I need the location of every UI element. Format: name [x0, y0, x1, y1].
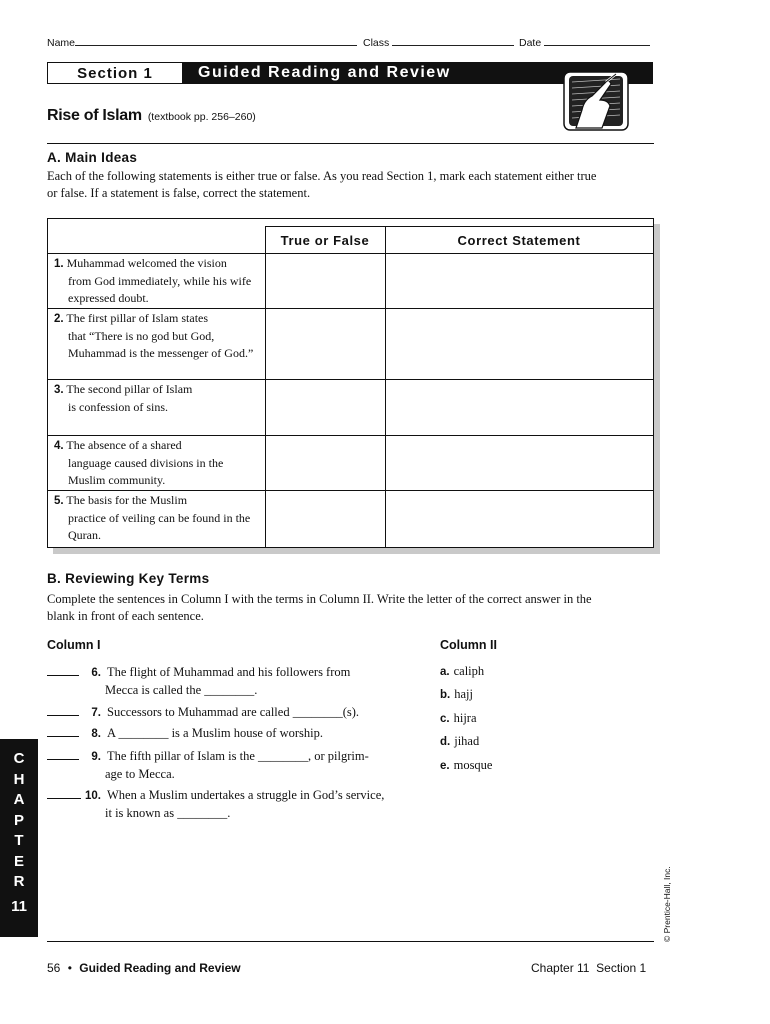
- chapter-tab-letter: R: [13, 873, 25, 890]
- statement-text-cont: that “There is no god but God, Muhammad is the messenger of God.”: [68, 329, 254, 360]
- answer-a: [440, 664, 484, 679]
- statement-text-cont: practice of veiling can be found in the Quran.: [68, 511, 251, 542]
- statement-text-cont: from God immediately, while his wife expressed doubt.: [68, 274, 252, 305]
- name-field[interactable]: [47, 36, 357, 49]
- chapter-tab-letter: C: [13, 750, 25, 767]
- answer-c: [440, 711, 477, 726]
- table-row-line: [48, 490, 653, 491]
- date-field[interactable]: [519, 36, 650, 49]
- item-text-cont: it is known as ________.: [105, 806, 231, 820]
- class-field[interactable]: [363, 36, 514, 49]
- lesson-title: [47, 107, 256, 125]
- answer-term: mosque: [453, 758, 493, 772]
- answer-letter: a.: [440, 666, 450, 678]
- footer-chapter: Chapter 11 Section 1: [531, 961, 647, 975]
- statement-text: The basis for the Muslim: [66, 493, 188, 507]
- name-blank[interactable]: [75, 36, 357, 46]
- true-false-table: [47, 218, 654, 548]
- statement-number: 4.: [54, 440, 64, 452]
- answer-blank[interactable]: [47, 749, 79, 760]
- statement-3: [54, 381, 259, 416]
- footer-divider: [47, 941, 654, 942]
- term-item-8: [47, 725, 437, 743]
- table-divider-1: [265, 227, 266, 547]
- answer-b: [440, 687, 473, 702]
- answer-term: hajj: [454, 687, 473, 701]
- statement-1: [54, 255, 259, 307]
- answer-blank[interactable]: [47, 665, 79, 676]
- item-number: 10.: [85, 790, 101, 802]
- date-blank[interactable]: [544, 36, 650, 46]
- statement-5: [54, 492, 259, 544]
- class-label: Class: [363, 37, 390, 49]
- table-row-line: [48, 435, 653, 436]
- page-number: 56: [47, 961, 61, 975]
- chapter-tab-letter: E: [13, 852, 24, 870]
- footer-left: [47, 961, 241, 975]
- table-header-top: [265, 226, 653, 227]
- item-text: A ________ is a Muslim house of worship.: [107, 726, 323, 740]
- textbook-pages: (textbook pp. 256–260): [147, 111, 256, 123]
- part-a-instructions: Each of the following statements is either true or false. As you read Section 1, mark each statement either true or false. If a statement is false, correct the statement.: [47, 169, 597, 200]
- answer-term: jihad: [454, 734, 480, 748]
- table-row-line: [48, 253, 653, 254]
- item-text: When a Muslim undertakes a struggle in God’s service,: [107, 788, 385, 802]
- item-number: 6.: [91, 667, 101, 679]
- answer-term: caliph: [453, 664, 485, 678]
- column-2-label: Column II: [440, 638, 497, 652]
- part-b-instructions: Complete the sentences in Column I with the terms in Column II. Write the letter of the correct answer in the blank in front of each sentence.: [47, 592, 592, 623]
- hand-writing-icon: [562, 70, 630, 132]
- name-label: Name: [47, 37, 76, 49]
- part-a-heading: A. Main Ideas: [47, 150, 138, 165]
- statement-4: [54, 437, 259, 489]
- title-divider: [47, 143, 654, 144]
- date-label: Date: [519, 37, 542, 49]
- lesson-title-main: Rise of Islam: [47, 107, 142, 124]
- part-b-heading: B. Reviewing Key Terms: [47, 571, 210, 586]
- answer-blank[interactable]: [47, 726, 79, 737]
- statement-text: The absence of a shared: [66, 438, 182, 452]
- term-item-10: [47, 787, 437, 822]
- answer-e: [440, 758, 492, 773]
- column-1-label: Column I: [47, 638, 101, 652]
- section-banner-title: Guided Reading and Review: [182, 63, 652, 83]
- statement-text: Muhammad welcomed the vision: [66, 256, 227, 270]
- statement-text-cont: is confession of sins.: [68, 400, 168, 414]
- statement-number: 5.: [54, 495, 64, 507]
- item-text: Successors to Muhammad are called ________(s).: [107, 705, 360, 719]
- table-row-line: [48, 379, 653, 380]
- statement-text-cont: language caused divisions in the Muslim community.: [68, 456, 224, 487]
- statement-text: The second pillar of Islam: [66, 382, 193, 396]
- answer-blank[interactable]: [47, 788, 81, 799]
- statement-text: The first pillar of Islam states: [66, 311, 209, 325]
- term-item-7: [47, 704, 437, 722]
- item-number: 7.: [91, 707, 101, 719]
- item-text-cont: Mecca is called the ________.: [105, 683, 258, 697]
- chapter-tab-letter: T: [14, 832, 24, 849]
- col-true-false-header: True or False: [280, 233, 370, 248]
- answer-d: [440, 734, 479, 749]
- footer-bullet: •: [67, 961, 72, 975]
- footer-book-title: Guided Reading and Review: [79, 961, 241, 975]
- chapter-tab-letter: A: [13, 791, 25, 808]
- statement-number: 3.: [54, 384, 64, 396]
- table-divider-2: [385, 227, 386, 547]
- answer-letter: b.: [440, 689, 451, 701]
- answer-letter: c.: [440, 713, 450, 725]
- section-number: Section 1: [77, 64, 153, 82]
- chapter-tab-letter: P: [13, 811, 24, 829]
- item-text-cont: age to Mecca.: [105, 767, 175, 781]
- copyright-notice: © Prentice-Hall, Inc.: [662, 866, 672, 942]
- answer-blank[interactable]: [47, 705, 79, 716]
- class-blank[interactable]: [392, 36, 514, 46]
- chapter-tab-letter: H: [13, 770, 25, 788]
- term-item-9: [47, 748, 437, 783]
- item-number: 8.: [91, 728, 101, 740]
- answer-term: hijra: [453, 711, 477, 725]
- statement-number: 1.: [54, 258, 64, 270]
- table-row-line: [48, 308, 653, 309]
- answer-letter: e.: [440, 760, 450, 772]
- item-text: The flight of Muhammad and his followers from: [107, 665, 351, 679]
- chapter-tab-number: 11: [11, 897, 27, 915]
- statement-2: [54, 310, 259, 362]
- chapter-tab: [0, 739, 38, 937]
- col-correct-statement-header: Correct Statement: [457, 233, 581, 248]
- answer-letter: d.: [440, 736, 451, 748]
- item-number: 9.: [91, 751, 101, 763]
- statement-number: 2.: [54, 313, 64, 325]
- term-item-6: [47, 664, 437, 699]
- item-text: The fifth pillar of Islam is the ________, or pilgrim-: [107, 749, 369, 763]
